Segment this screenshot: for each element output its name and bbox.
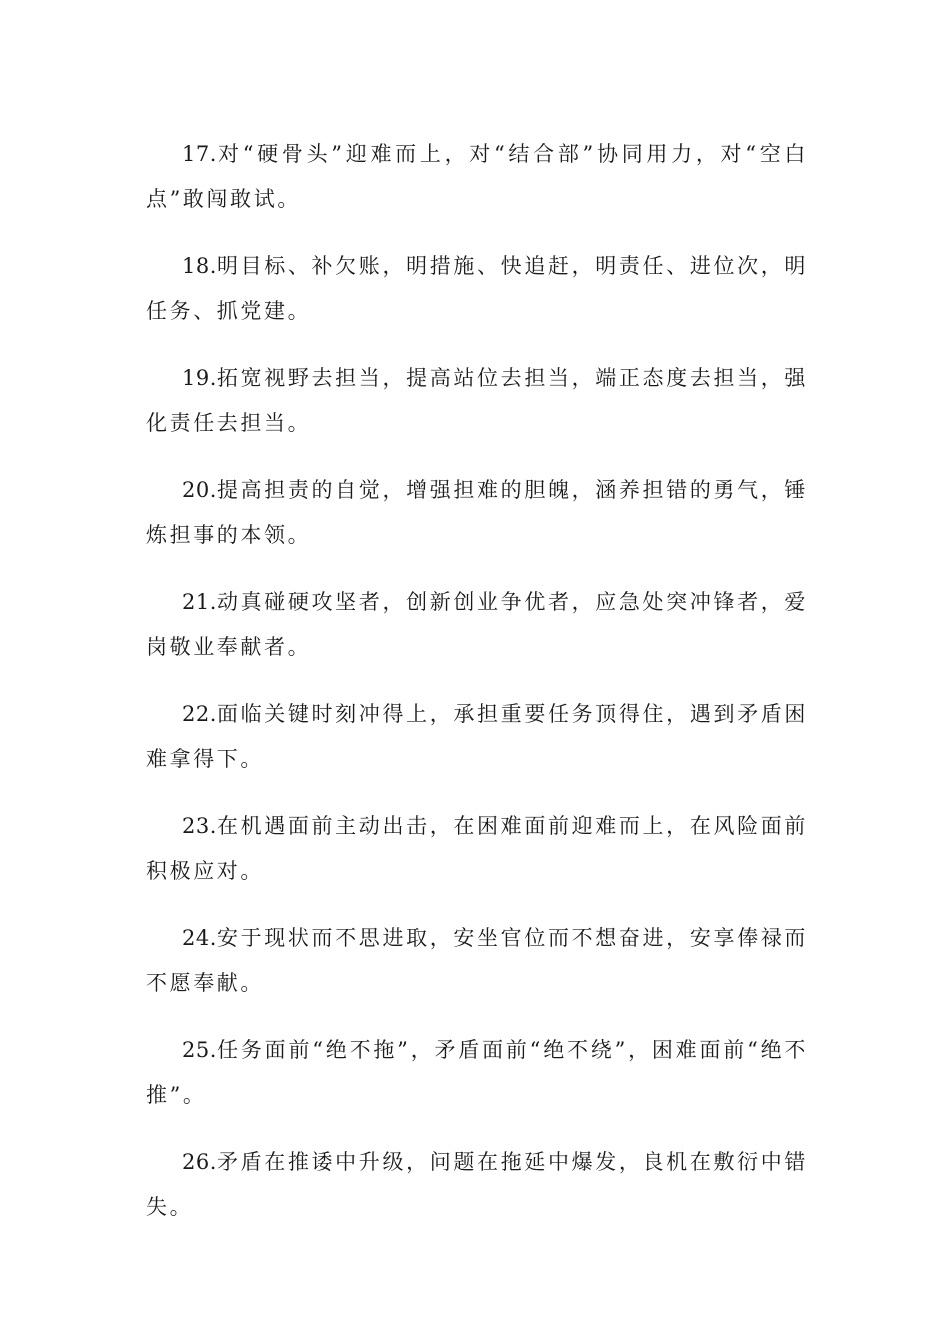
item-text: 矛盾在推诿中升级，问题在拖延中爆发，良机在敷衍中错失。 xyxy=(146,1150,808,1219)
list-item xyxy=(146,132,808,222)
item-number: 26. xyxy=(182,1150,217,1174)
list-item xyxy=(146,804,808,894)
item-text: 提高担责的自觉，增强担难的胆魄，涵养担错的勇气，锤炼担事的本领。 xyxy=(146,478,808,547)
item-number: 19. xyxy=(182,366,217,390)
item-number: 17. xyxy=(182,142,217,166)
item-number: 20. xyxy=(182,478,217,502)
item-text: 面临关键时刻冲得上，承担重要任务顶得住，遇到矛盾困难拿得下。 xyxy=(146,702,808,771)
item-number: 25. xyxy=(182,1038,217,1062)
item-text: 在机遇面前主动出击，在困难面前迎难而上，在风险面前积极应对。 xyxy=(146,814,808,883)
list-item xyxy=(146,580,808,670)
item-text: 安于现状而不思进取，安坐官位而不想奋进，安享俸禄而不愿奉献。 xyxy=(146,926,808,995)
item-number: 21. xyxy=(182,590,217,614)
item-text: 明目标、补欠账，明措施、快追赶，明责任、进位次，明任务、抓党建。 xyxy=(146,254,808,323)
list-item xyxy=(146,692,808,782)
item-number: 24. xyxy=(182,926,217,950)
list-item xyxy=(146,1028,808,1118)
list-item xyxy=(146,244,808,334)
list-item xyxy=(146,468,808,558)
document-body xyxy=(146,132,808,1252)
item-text: 拓宽视野去担当，提高站位去担当，端正态度去担当，强化责任去担当。 xyxy=(146,366,808,435)
item-number: 23. xyxy=(182,814,217,838)
list-item xyxy=(146,916,808,1006)
item-text: 动真碰硬攻坚者，创新创业争优者，应急处突冲锋者，爱岗敬业奉献者。 xyxy=(146,590,808,659)
item-number: 22. xyxy=(182,702,217,726)
item-text: 任务面前“绝不拖”，矛盾面前“绝不绕”，困难面前“绝不推”。 xyxy=(146,1038,808,1107)
list-item xyxy=(146,356,808,446)
item-text: 对“硬骨头”迎难而上，对“结合部”协同用力，对“空白点”敢闯敢试。 xyxy=(146,142,808,211)
list-item xyxy=(146,1140,808,1230)
item-number: 18. xyxy=(182,254,217,278)
